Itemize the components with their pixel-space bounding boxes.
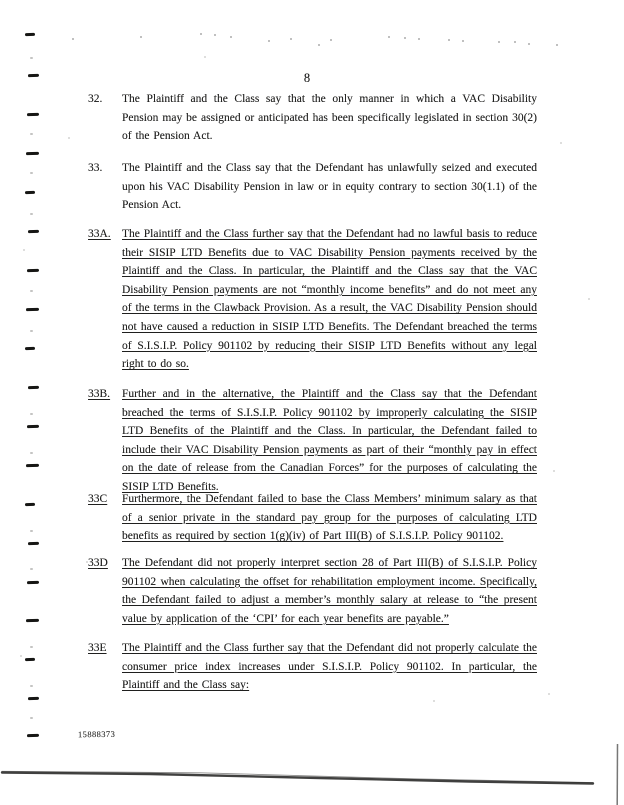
paragraph-text: The Plaintiff and the Class further say that the Defendant did not properly calculate the consumer price index increases under S.I.S.I.P. Policy 901102. In particular, the Plaintiff and the Class say: <box>122 642 537 692</box>
paragraph-text: Furthermore, the Defendant failed to base the Class Members’ minimum salary as that of a senior private in the standard pay group for the purposes of calculating LTD benefits as required by section 1(g)(iv) of Part III(B) of S.I.S.I.P. Policy 901102. <box>122 493 537 543</box>
paragraph-text: The Plaintiff and the Class further say that the Defendant had no lawful basis to reduce their SISIP LTD Benefits due to VAC Disability Pension payments received by the Plaintiff and the Class. In particular, the Plaintiff and the Class say that the VAC Disability Pension payments are not “monthly income benefits” and do not meet any of the terms in the Clawback Provision. As a result, the VAC Disability Pension should not have caused a reduction in SISIP LTD Benefits. The Defendant breached the terms of S.I.S.I.P. Policy 901102 by reducing their SISIP LTD Benefits without any legal right to do so. <box>122 228 537 371</box>
paragraph-text: The Defendant did not properly interpret section 28 of Part III(B) of S.I.S.I.P. Policy 901102 when calculating the offset for rehabilitation employment income. Specifically, the Defendant failed to adjust a member’s monthly salary at release to “the present value by application of the ‘CPI’ for each year benefits are payable.” <box>122 557 537 625</box>
paragraph-number: 33E <box>88 642 107 654</box>
bottom-scan-line <box>2 773 593 784</box>
paragraph-number: 33C <box>88 493 108 505</box>
paragraph-number: 33B. <box>88 388 111 400</box>
paragraph-text: The Plaintiff and the Class say that the only manner in which a VAC Disability Pension may be assigned or anticipated has been specifically legislated in section 30(2) of the Pension Act. <box>122 93 537 143</box>
paragraph-number: 33D <box>88 557 108 569</box>
paragraph-number: 33A. <box>88 228 111 240</box>
paragraph-text: The Plaintiff and the Class say that the Defendant has unlawfully seized and executed upon his VAC Disability Pension in law or in equity contrary to section 30(1.1) of the Pension Act. <box>122 162 537 212</box>
page-number: 8 <box>303 71 311 85</box>
paragraph-number: 32. <box>88 93 103 105</box>
paragraph-text: Further and in the alternative, the Plaintiff and the Class say that the Defendant breached the terms of S.I.S.I.P. Policy 901102 by improperly calculating the SISIP LTD Benefits of the Plaintiff and the Class. In particular, the Defendant failed to include their VAC Disability Pension payments as part of their “monthly pay in effect on the date of release from the Canadian Forces” for the purposes of calculating the SISIP LTD Benefits. <box>122 388 537 493</box>
paragraph-number: 33. <box>88 162 103 174</box>
footer-document-id: 15888373 <box>77 728 116 740</box>
